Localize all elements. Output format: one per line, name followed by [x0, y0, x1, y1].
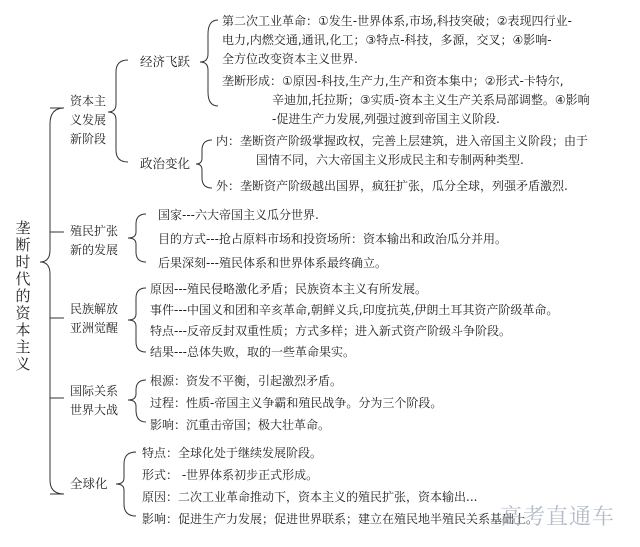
node-line: 外：垄断资产阶级越出国界，疯狂扩张，瓜分全球，列强矛盾激烈.	[216, 179, 568, 193]
node-line: 电力,内燃交通,通讯,化工；③特点-科技，多源，交叉；④影响-	[222, 33, 552, 47]
item: 结果---总体失败，取的一些革命果实。	[150, 345, 355, 359]
item: 目的方式---抢占原料市场和投资场所：资本输出和政治瓜分并用。	[158, 232, 507, 246]
title-line: 民族解放	[70, 302, 119, 316]
node-line: 垄断形成：①原因-科技,生产力,生产和资本集中；②形式-卡特尔,	[222, 74, 564, 88]
item: 原因：二次工业革命推动下，资本主义的殖民扩张，资本输出...	[142, 490, 478, 504]
title-line: 国际关系	[70, 384, 119, 398]
item: 形式： -世界体系初步正式形成。	[142, 468, 319, 482]
item: 根源：资发不平衡，引起激烈矛盾。	[150, 374, 343, 388]
title-line: 资本主	[70, 94, 107, 108]
title-line: 新的发展	[70, 243, 119, 257]
node-line: 辛迪加,托拉斯；③实质-资本主义生产关系局部调整。④影响	[272, 93, 590, 107]
political-change-label: 政治变化	[140, 156, 191, 171]
economic-leap-label: 经济飞跃	[140, 54, 191, 69]
item: 特点：全球化处于继续发展阶段。	[142, 446, 323, 460]
watermark: 高考直通车	[500, 505, 616, 530]
section-colonial-expansion-title	[70, 222, 118, 260]
node-line: 全方位改变资本主义世界.	[222, 52, 358, 66]
industrial-revolution-node	[222, 12, 572, 69]
section-international-relations-title	[70, 382, 118, 420]
title-line: 新阶段	[70, 132, 107, 146]
item: 过程：性质-帝国主义争霸和殖民战争。分为三个阶段。	[150, 396, 443, 410]
international-relations-items	[150, 372, 442, 438]
globalization-items	[142, 444, 538, 532]
item: 国家---六大帝国主义瓜分世界.	[158, 208, 319, 222]
title-line: 亚洲觉醒	[70, 321, 119, 335]
title-line: 世界大战	[70, 403, 119, 417]
title-line: 义发展	[70, 113, 107, 127]
monopoly-formation-node	[222, 72, 590, 129]
colonial-expansion-items	[158, 206, 507, 278]
section-national-liberation-title	[70, 300, 118, 338]
title-line: 殖民扩张	[70, 224, 119, 238]
root-title: 垄断时代的资本主义	[15, 219, 31, 373]
domestic-politics-node	[216, 132, 588, 170]
item: 特点---反帝反封双重性质；方式多样；进入新式资产阶级斗争阶段。	[150, 324, 511, 338]
section-globalization-title: 全球化	[70, 476, 108, 491]
national-liberation-items	[150, 280, 558, 364]
item: 影响：沉重击帝国；极大壮革命。	[150, 418, 331, 432]
foreign-politics-node	[216, 177, 568, 196]
node-line: -促进生产力发展,列强过渡到帝国主义阶段.	[272, 112, 500, 126]
section-capitalism-development-title	[70, 92, 106, 149]
item: 事件---中国义和团和辛亥革命,朝鲜义兵,印度抗英,伊朗土耳其资产阶级革命。	[150, 303, 559, 317]
node-line: 第二次工业革命：①发生-世界体系,市场,科技突破；②表现四行业-	[222, 14, 572, 28]
node-line: 国情不同，六大帝国主义形成民主和专制两种类型.	[256, 153, 524, 167]
item: 原因---殖民侵略激化矛盾；民族资本主义有所发展。	[150, 282, 427, 296]
item: 后果深刻---殖民体系和世界体系最终确立。	[158, 256, 387, 270]
item: 影响：促进生产力发展；促进世界联系；建立在殖民地半殖民关系基础上。	[142, 512, 539, 526]
node-line: 内：垄断资产阶级掌握政权，完善上层建筑，进入帝国主义阶段；由于	[216, 134, 589, 148]
